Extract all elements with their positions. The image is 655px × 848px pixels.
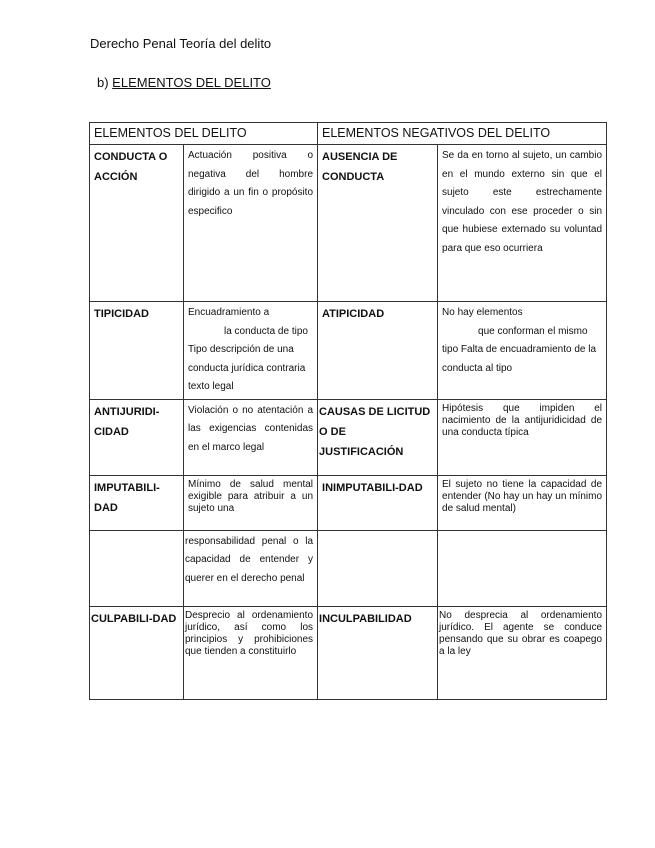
negative-term: CAUSAS DE LICITUD O DE JUSTIFICACIÓN — [318, 399, 438, 475]
negative-description: No desprecia al ordenamiento jurídico. El agente se conduce pensando que su obrar es coapego a la ley — [438, 606, 607, 699]
negative-description — [438, 530, 607, 606]
table-row — [90, 530, 607, 606]
element-description: Violación o no atentación a las exigencias contenidas en el marco legal — [184, 399, 318, 475]
table-row — [90, 302, 607, 400]
negative-description: El sujeto no tiene la capacidad de entender (No hay un hay un mínimo de salud mental) — [438, 475, 607, 530]
section-prefix: b) — [97, 75, 113, 90]
element-term: IMPUTABILI-DAD — [90, 475, 184, 530]
negative-term: AUSENCIA DE CONDUCTA — [318, 145, 438, 302]
desc-line: No hay elementos — [442, 307, 523, 318]
element-description: Desprecio al ordenamiento jurídico, así como los principios y prohibiciones que tienden a constituirlo — [184, 606, 318, 699]
element-description: Actuación positiva o negativa del hombre dirigido a un fin o propósito especifico — [184, 145, 318, 302]
table-row — [90, 606, 607, 699]
negative-description: Se da en torno al sujeto, un cambio en el mundo externo sin que el sujeto este estrechamente vinculado con ese proceder o sin que hubiese externado su voluntad para que eso ocurriera — [438, 145, 607, 302]
element-description: responsabilidad penal o la capacidad de entender y querer en el derecho penal — [184, 530, 318, 606]
desc-line: Encuadramiento a — [188, 307, 270, 318]
element-term: ANTIJURIDI-CIDAD — [90, 399, 184, 475]
document-header: Derecho Penal Teoría del delito — [90, 36, 272, 51]
col-header-elements: ELEMENTOS DEL DELITO — [90, 123, 318, 145]
section-title-text: ELEMENTOS DEL DELITO — [112, 75, 271, 90]
section-title — [97, 75, 271, 90]
elements-table — [89, 122, 607, 700]
desc-line-indented: que conforman el mismo — [478, 325, 588, 337]
table-row — [90, 145, 607, 302]
negative-description — [438, 302, 607, 400]
negative-term: ATIPICIDAD — [318, 302, 438, 400]
negative-term: INIMPUTABILI-DAD — [318, 475, 438, 530]
element-term: CULPABILI-DAD — [90, 606, 184, 699]
negative-description: Hipótesis que impiden el nacimiento de la antijuridicidad de una conducta típica — [438, 399, 607, 475]
element-description: Mínimo de salud mental exigible para atribuir a un sujeto una — [184, 475, 318, 530]
negative-term: INCULPABILIDAD — [318, 606, 438, 699]
negative-term — [318, 530, 438, 606]
table-row — [90, 399, 607, 475]
element-term: TIPICIDAD — [90, 302, 184, 400]
desc-line: tipo Falta de encuadramiento de la conducta al tipo — [442, 344, 597, 374]
desc-line-indented: la conducta de tipo — [224, 325, 308, 337]
table-header-row — [90, 123, 607, 145]
desc-line: Tipo descripción de una conducta jurídica contraria texto legal — [188, 344, 306, 392]
element-description — [184, 302, 318, 400]
table-row — [90, 475, 607, 530]
element-term: CONDUCTA O ACCIÓN — [90, 145, 184, 302]
col-header-negative-elements: ELEMENTOS NEGATIVOS DEL DELITO — [318, 123, 607, 145]
element-term — [90, 530, 184, 606]
